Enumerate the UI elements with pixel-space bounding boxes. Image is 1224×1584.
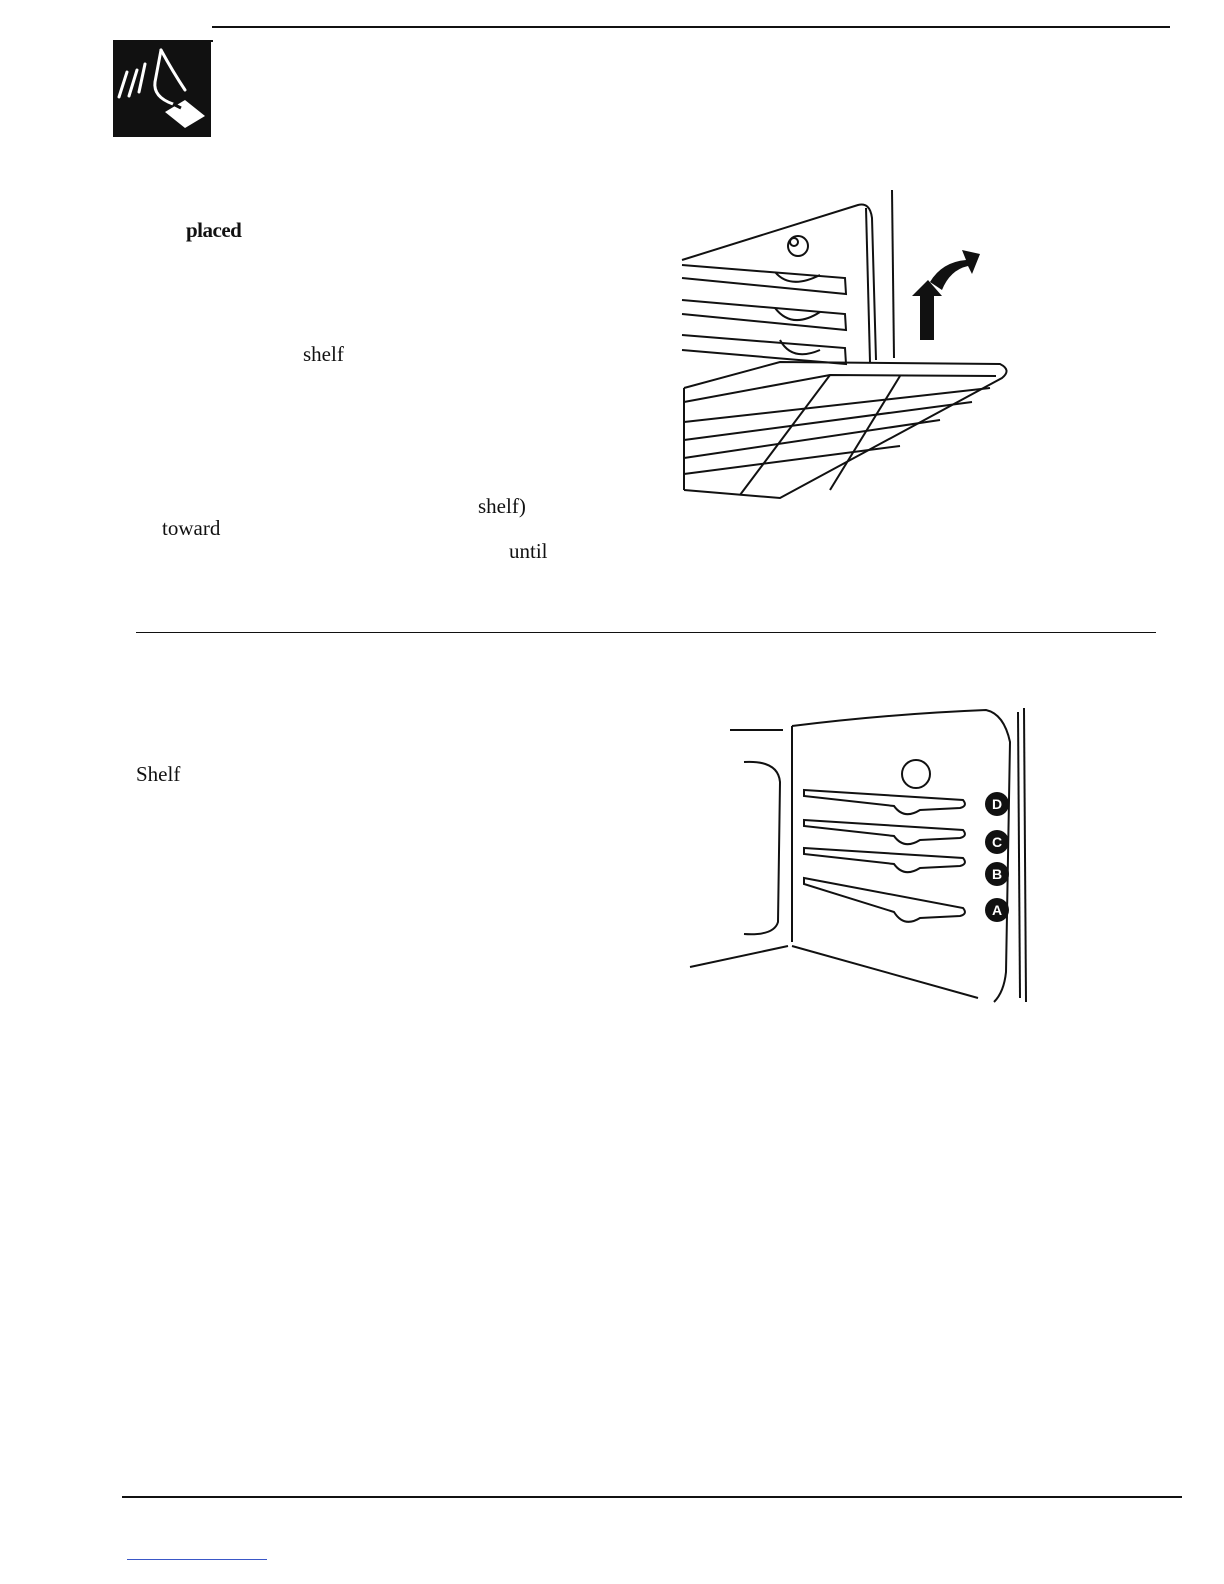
word-toward: toward (162, 516, 221, 540)
shelf-positions-heading: Shelf (136, 762, 181, 786)
section-divider (136, 632, 1156, 633)
position-b-label: B (991, 866, 1003, 882)
top-rule (212, 26, 1170, 28)
position-a-label: A (991, 902, 1003, 918)
word-placed: placed (186, 218, 242, 242)
word-shelf: shelf (303, 342, 344, 366)
word-shelf-paren: shelf) (478, 494, 526, 518)
oven-shelf-removal-illustration (680, 190, 1020, 502)
footer-link-underline[interactable] (127, 1559, 267, 1560)
hand-pressing-pad-icon (113, 42, 211, 137)
oven-shelf-positions-illustration (688, 702, 1033, 1007)
position-d-label: D (991, 796, 1003, 812)
word-until: until (509, 539, 548, 563)
position-c-label: C (991, 834, 1003, 850)
bottom-rule (122, 1496, 1182, 1498)
